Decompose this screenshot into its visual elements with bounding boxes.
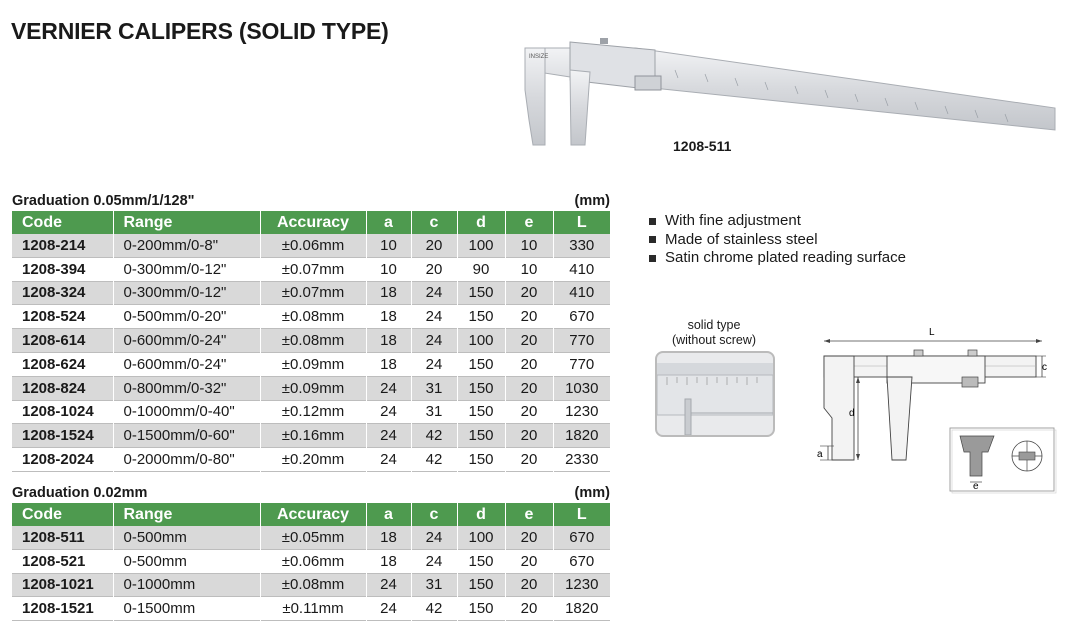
- cell-L: 670: [553, 526, 610, 549]
- col-a: a: [366, 503, 411, 526]
- solid-type-inset: [655, 318, 773, 436]
- cell-range: 0-200mm/0-8": [113, 234, 260, 257]
- cell-code: 1208-524: [12, 305, 113, 329]
- page-title: VERNIER CALIPERS (SOLID TYPE): [11, 18, 389, 44]
- cell-c: 20: [411, 257, 457, 281]
- cell-d: 150: [457, 376, 505, 400]
- cell-e: 20: [505, 376, 553, 400]
- cell-d: 150: [457, 424, 505, 448]
- cell-c: 24: [411, 352, 457, 376]
- cell-c: 31: [411, 573, 457, 597]
- cell-c: 24: [411, 281, 457, 305]
- cell-code: 1208-214: [12, 234, 113, 257]
- cell-range: 0-2000mm/0-80": [113, 448, 260, 472]
- cell-code: 1208-394: [12, 257, 113, 281]
- table-row: [12, 448, 610, 472]
- cell-c: 42: [411, 597, 457, 621]
- cell-range: 0-300mm/0-12": [113, 257, 260, 281]
- cell-L: 1820: [553, 597, 610, 621]
- cell-a: 10: [366, 257, 411, 281]
- cell-L: 1230: [553, 573, 610, 597]
- cell-e: 20: [505, 352, 553, 376]
- solid-type-photo: [655, 351, 775, 437]
- cell-a: 24: [366, 424, 411, 448]
- col-accuracy: Accuracy: [260, 211, 366, 234]
- table-row: [12, 526, 610, 549]
- col-range: Range: [113, 503, 260, 526]
- cell-accuracy: ±0.20mm: [260, 448, 366, 472]
- cell-e: 20: [505, 573, 553, 597]
- cell-accuracy: ±0.07mm: [260, 281, 366, 305]
- cell-c: 42: [411, 448, 457, 472]
- cell-e: 10: [505, 234, 553, 257]
- bullet-icon: [649, 218, 656, 225]
- cell-a: 18: [366, 352, 411, 376]
- col-a: a: [366, 211, 411, 234]
- feature-item: With fine adjustment: [649, 212, 906, 231]
- col-code: Code: [12, 503, 113, 526]
- cell-range: 0-300mm/0-12": [113, 281, 260, 305]
- cell-range: 0-600mm/0-24": [113, 329, 260, 353]
- table-row: [12, 352, 610, 376]
- cell-a: 24: [366, 400, 411, 424]
- cell-c: 24: [411, 549, 457, 573]
- cell-L: 2330: [553, 448, 610, 472]
- label-L: L: [929, 327, 935, 338]
- cell-L: 670: [553, 549, 610, 573]
- bullet-icon: [649, 236, 656, 243]
- label-a: a: [817, 449, 823, 460]
- cell-a: 24: [366, 573, 411, 597]
- table-row: [12, 573, 610, 597]
- cell-accuracy: ±0.12mm: [260, 400, 366, 424]
- cell-accuracy: ±0.06mm: [260, 234, 366, 257]
- table1-unit: (mm): [574, 193, 610, 209]
- label-c: c: [1042, 362, 1047, 373]
- cell-a: 18: [366, 305, 411, 329]
- cell-code: 1208-1524: [12, 424, 113, 448]
- product-code-label: 1208-511: [673, 138, 732, 154]
- cell-d: 150: [457, 549, 505, 573]
- cell-d: 100: [457, 526, 505, 549]
- cell-L: 410: [553, 257, 610, 281]
- cell-accuracy: ±0.08mm: [260, 329, 366, 353]
- cell-a: 10: [366, 234, 411, 257]
- cell-e: 20: [505, 597, 553, 621]
- spec-table-graduation-002: [12, 483, 610, 621]
- cell-e: 20: [505, 400, 553, 424]
- cell-range: 0-600mm/0-24": [113, 352, 260, 376]
- cell-code: 1208-521: [12, 549, 113, 573]
- cell-range: 0-500mm: [113, 549, 260, 573]
- cell-c: 24: [411, 305, 457, 329]
- table1-header-row: [12, 211, 610, 234]
- cell-accuracy: ±0.08mm: [260, 573, 366, 597]
- cell-e: 20: [505, 305, 553, 329]
- table2-heading: Graduation 0.02mm: [12, 485, 148, 501]
- col-c: c: [411, 211, 457, 234]
- label-e: e: [973, 481, 979, 492]
- caliper-product-image: [515, 30, 1060, 150]
- cell-accuracy: ±0.08mm: [260, 305, 366, 329]
- table2: [12, 503, 610, 621]
- cell-d: 150: [457, 281, 505, 305]
- cell-code: 1208-624: [12, 352, 113, 376]
- cell-accuracy: ±0.11mm: [260, 597, 366, 621]
- cell-e: 20: [505, 526, 553, 549]
- cell-L: 1030: [553, 376, 610, 400]
- cell-d: 150: [457, 597, 505, 621]
- cell-L: 770: [553, 329, 610, 353]
- cell-accuracy: ±0.16mm: [260, 424, 366, 448]
- cell-code: 1208-324: [12, 281, 113, 305]
- table-row: [12, 329, 610, 353]
- cell-range: 0-1000mm/0-40": [113, 400, 260, 424]
- cell-a: 18: [366, 526, 411, 549]
- table-row: [12, 376, 610, 400]
- cell-d: 150: [457, 400, 505, 424]
- table2-header-row: [12, 503, 610, 526]
- cell-c: 42: [411, 424, 457, 448]
- cell-L: 670: [553, 305, 610, 329]
- cell-a: 24: [366, 376, 411, 400]
- cell-code: 1208-824: [12, 376, 113, 400]
- cell-c: 24: [411, 329, 457, 353]
- table-row: [12, 424, 610, 448]
- cell-L: 1820: [553, 424, 610, 448]
- cell-e: 20: [505, 549, 553, 573]
- cell-d: 150: [457, 352, 505, 376]
- cell-a: 18: [366, 329, 411, 353]
- solid-type-label: solid type (without screw): [671, 318, 757, 347]
- col-c: c: [411, 503, 457, 526]
- cell-L: 1230: [553, 400, 610, 424]
- table-row: [12, 597, 610, 621]
- cell-range: 0-1500mm/0-60": [113, 424, 260, 448]
- cell-code: 1208-511: [12, 526, 113, 549]
- cell-d: 100: [457, 234, 505, 257]
- cell-code: 1208-2024: [12, 448, 113, 472]
- cell-range: 0-1500mm: [113, 597, 260, 621]
- cell-e: 20: [505, 424, 553, 448]
- cell-code: 1208-1024: [12, 400, 113, 424]
- cell-code: 1208-1521: [12, 597, 113, 621]
- cell-L: 770: [553, 352, 610, 376]
- cell-e: 20: [505, 281, 553, 305]
- cell-L: 410: [553, 281, 610, 305]
- cell-accuracy: ±0.09mm: [260, 352, 366, 376]
- brand-logo: INSIZE: [529, 54, 549, 60]
- cell-d: 100: [457, 329, 505, 353]
- cell-a: 24: [366, 597, 411, 621]
- bullet-icon: [649, 255, 656, 262]
- cell-range: 0-1000mm: [113, 573, 260, 597]
- cell-L: 330: [553, 234, 610, 257]
- cell-d: 90: [457, 257, 505, 281]
- table1-heading: Graduation 0.05mm/1/128": [12, 193, 195, 209]
- cell-a: 18: [366, 549, 411, 573]
- cell-accuracy: ±0.09mm: [260, 376, 366, 400]
- cell-accuracy: ±0.07mm: [260, 257, 366, 281]
- cell-range: 0-500mm: [113, 526, 260, 549]
- cell-c: 31: [411, 376, 457, 400]
- cell-code: 1208-1021: [12, 573, 113, 597]
- table1: [12, 211, 610, 472]
- cell-a: 18: [366, 281, 411, 305]
- feature-list: [649, 212, 906, 268]
- col-code: Code: [12, 211, 113, 234]
- cell-e: 20: [505, 329, 553, 353]
- cell-e: 10: [505, 257, 553, 281]
- cell-a: 24: [366, 448, 411, 472]
- cell-d: 150: [457, 573, 505, 597]
- col-L: L: [553, 503, 610, 526]
- col-accuracy: Accuracy: [260, 503, 366, 526]
- cell-accuracy: ±0.05mm: [260, 526, 366, 549]
- cell-code: 1208-614: [12, 329, 113, 353]
- table-row: [12, 234, 610, 257]
- label-d: d: [849, 408, 855, 419]
- feature-item: Satin chrome plated reading surface: [649, 249, 906, 268]
- col-range: Range: [113, 211, 260, 234]
- table-row: [12, 257, 610, 281]
- table2-unit: (mm): [574, 485, 610, 501]
- cell-range: 0-500mm/0-20": [113, 305, 260, 329]
- col-e: e: [505, 211, 553, 234]
- table-row: [12, 400, 610, 424]
- table-row: [12, 281, 610, 305]
- spec-table-graduation-005: [12, 191, 610, 472]
- cell-c: 20: [411, 234, 457, 257]
- col-d: d: [457, 503, 505, 526]
- col-d: d: [457, 211, 505, 234]
- dimension-diagram: [812, 318, 1070, 498]
- table-row: [12, 549, 610, 573]
- col-e: e: [505, 503, 553, 526]
- cell-accuracy: ±0.06mm: [260, 549, 366, 573]
- feature-item: Made of stainless steel: [649, 231, 906, 250]
- cell-e: 20: [505, 448, 553, 472]
- cell-c: 31: [411, 400, 457, 424]
- table-row: [12, 305, 610, 329]
- cell-c: 24: [411, 526, 457, 549]
- cell-range: 0-800mm/0-32": [113, 376, 260, 400]
- cell-d: 150: [457, 305, 505, 329]
- col-L: L: [553, 211, 610, 234]
- cell-d: 150: [457, 448, 505, 472]
